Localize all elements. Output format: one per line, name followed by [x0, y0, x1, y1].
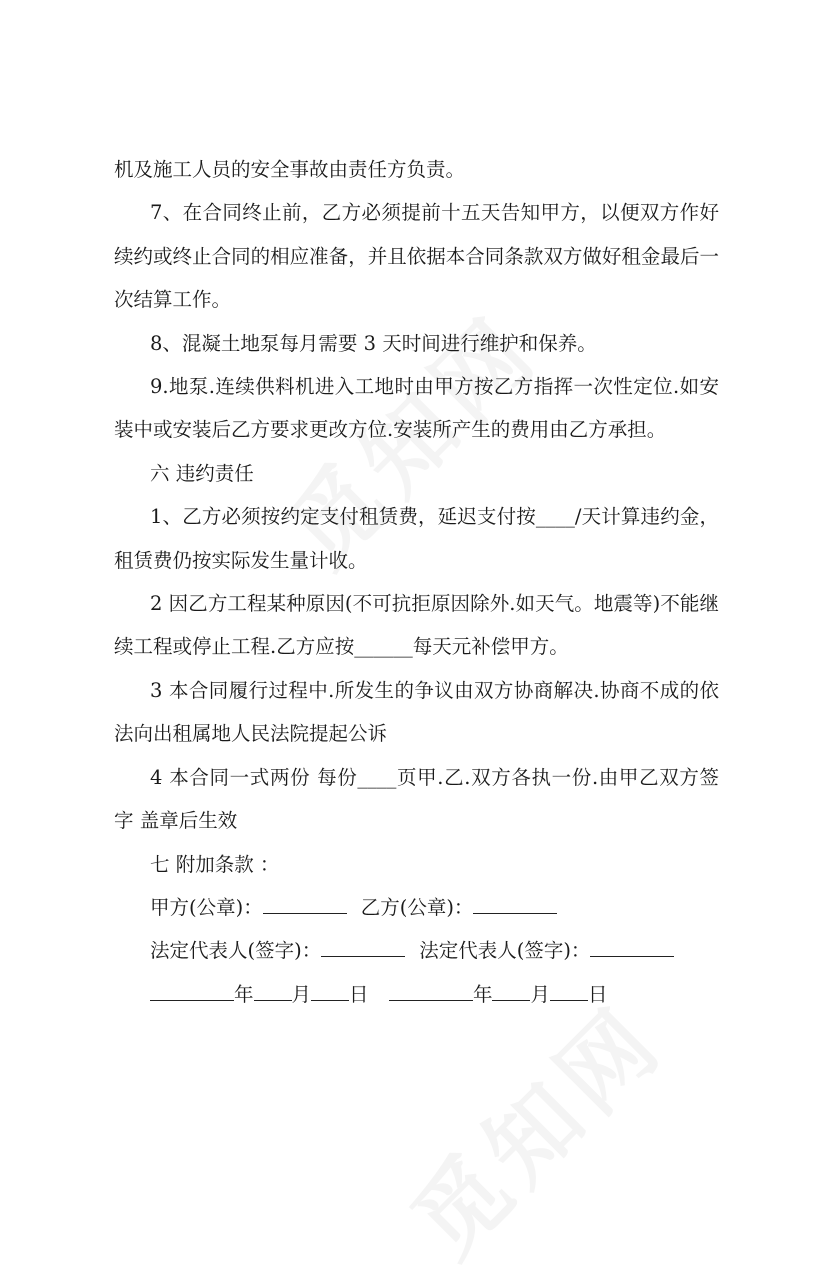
- watermark: [378, 971, 688, 1281]
- representative-line: [114, 929, 719, 972]
- year-label: 年: [234, 982, 254, 1006]
- party-b-rep-blank[interactable]: [590, 955, 674, 957]
- seal-line: [114, 886, 719, 929]
- breach-clause-1: 1、乙方必须按约定支付租赁费，延迟支付按____/天计算违约金，租赁费仍按实际发生量计收。: [114, 505, 719, 572]
- month-label: 月: [291, 982, 312, 1006]
- breach-clause-2: 2 因乙方工程某种原因(不可抗拒原因除外.如天气。地震等)不能继续工程或停止工程.乙方应按______每天元补偿甲方。: [114, 592, 719, 659]
- day-label: 日: [349, 982, 369, 1006]
- party-a-date-day-blank[interactable]: [311, 999, 349, 1001]
- section-heading-breach: 六 违约责任: [150, 461, 254, 485]
- clause-8: 8、混凝土地泵每月需要 3 天时间进行维护和保养。: [150, 331, 597, 355]
- party-a-date-year-blank[interactable]: [150, 999, 234, 1001]
- party-b-date-month-blank[interactable]: [492, 999, 530, 1001]
- clause-9: 9.地泵.连续供料机进入工地时由甲方按乙方指挥一次性定位.如安装中或安装后乙方要求更改方位.安装所产生的费用由乙方承担。: [114, 375, 719, 442]
- party-a-rep-label: 法定代表人(签字)：: [150, 939, 322, 963]
- clause-7: 7、在合同终止前，乙方必须提前十五天告知甲方，以便双方作好续约或终止合同的相应准备，并且依据本合同条款双方做好租金最后一次结算工作。: [114, 201, 719, 312]
- party-b-seal-blank[interactable]: [473, 912, 557, 914]
- breach-clause-4: 4 本合同一式两份 每份____页甲.乙.双方各执一份.由甲乙双方签字 盖章后生效: [114, 765, 719, 833]
- party-a-rep-blank[interactable]: [321, 955, 405, 957]
- breach-clause-3: 3 本合同履行过程中.所发生的争议由双方协商解决.协商不成的依法向出租属地人民法院提起公诉: [114, 678, 719, 746]
- party-a-seal-label: 甲方(公章)：: [150, 895, 263, 919]
- paragraph-continuation: 机及施工人员的安全事故由责任方负责。: [114, 158, 466, 181]
- party-b-date-year-blank[interactable]: [389, 999, 473, 1001]
- section-heading-additional: 七 附加条款 ：: [150, 852, 280, 876]
- date-line: [114, 973, 719, 1016]
- document-body: [114, 148, 719, 1016]
- party-b-rep-label: 法定代表人(签字)：: [419, 939, 591, 963]
- party-b-date-day-blank[interactable]: [550, 999, 588, 1001]
- party-b-seal-label: 乙方(公章)：: [360, 895, 474, 919]
- day-label: 日: [587, 982, 608, 1006]
- year-label: 年: [472, 982, 493, 1006]
- party-a-seal-blank[interactable]: [263, 912, 347, 914]
- party-a-date-month-blank[interactable]: [254, 999, 292, 1001]
- month-label: 月: [530, 982, 550, 1006]
